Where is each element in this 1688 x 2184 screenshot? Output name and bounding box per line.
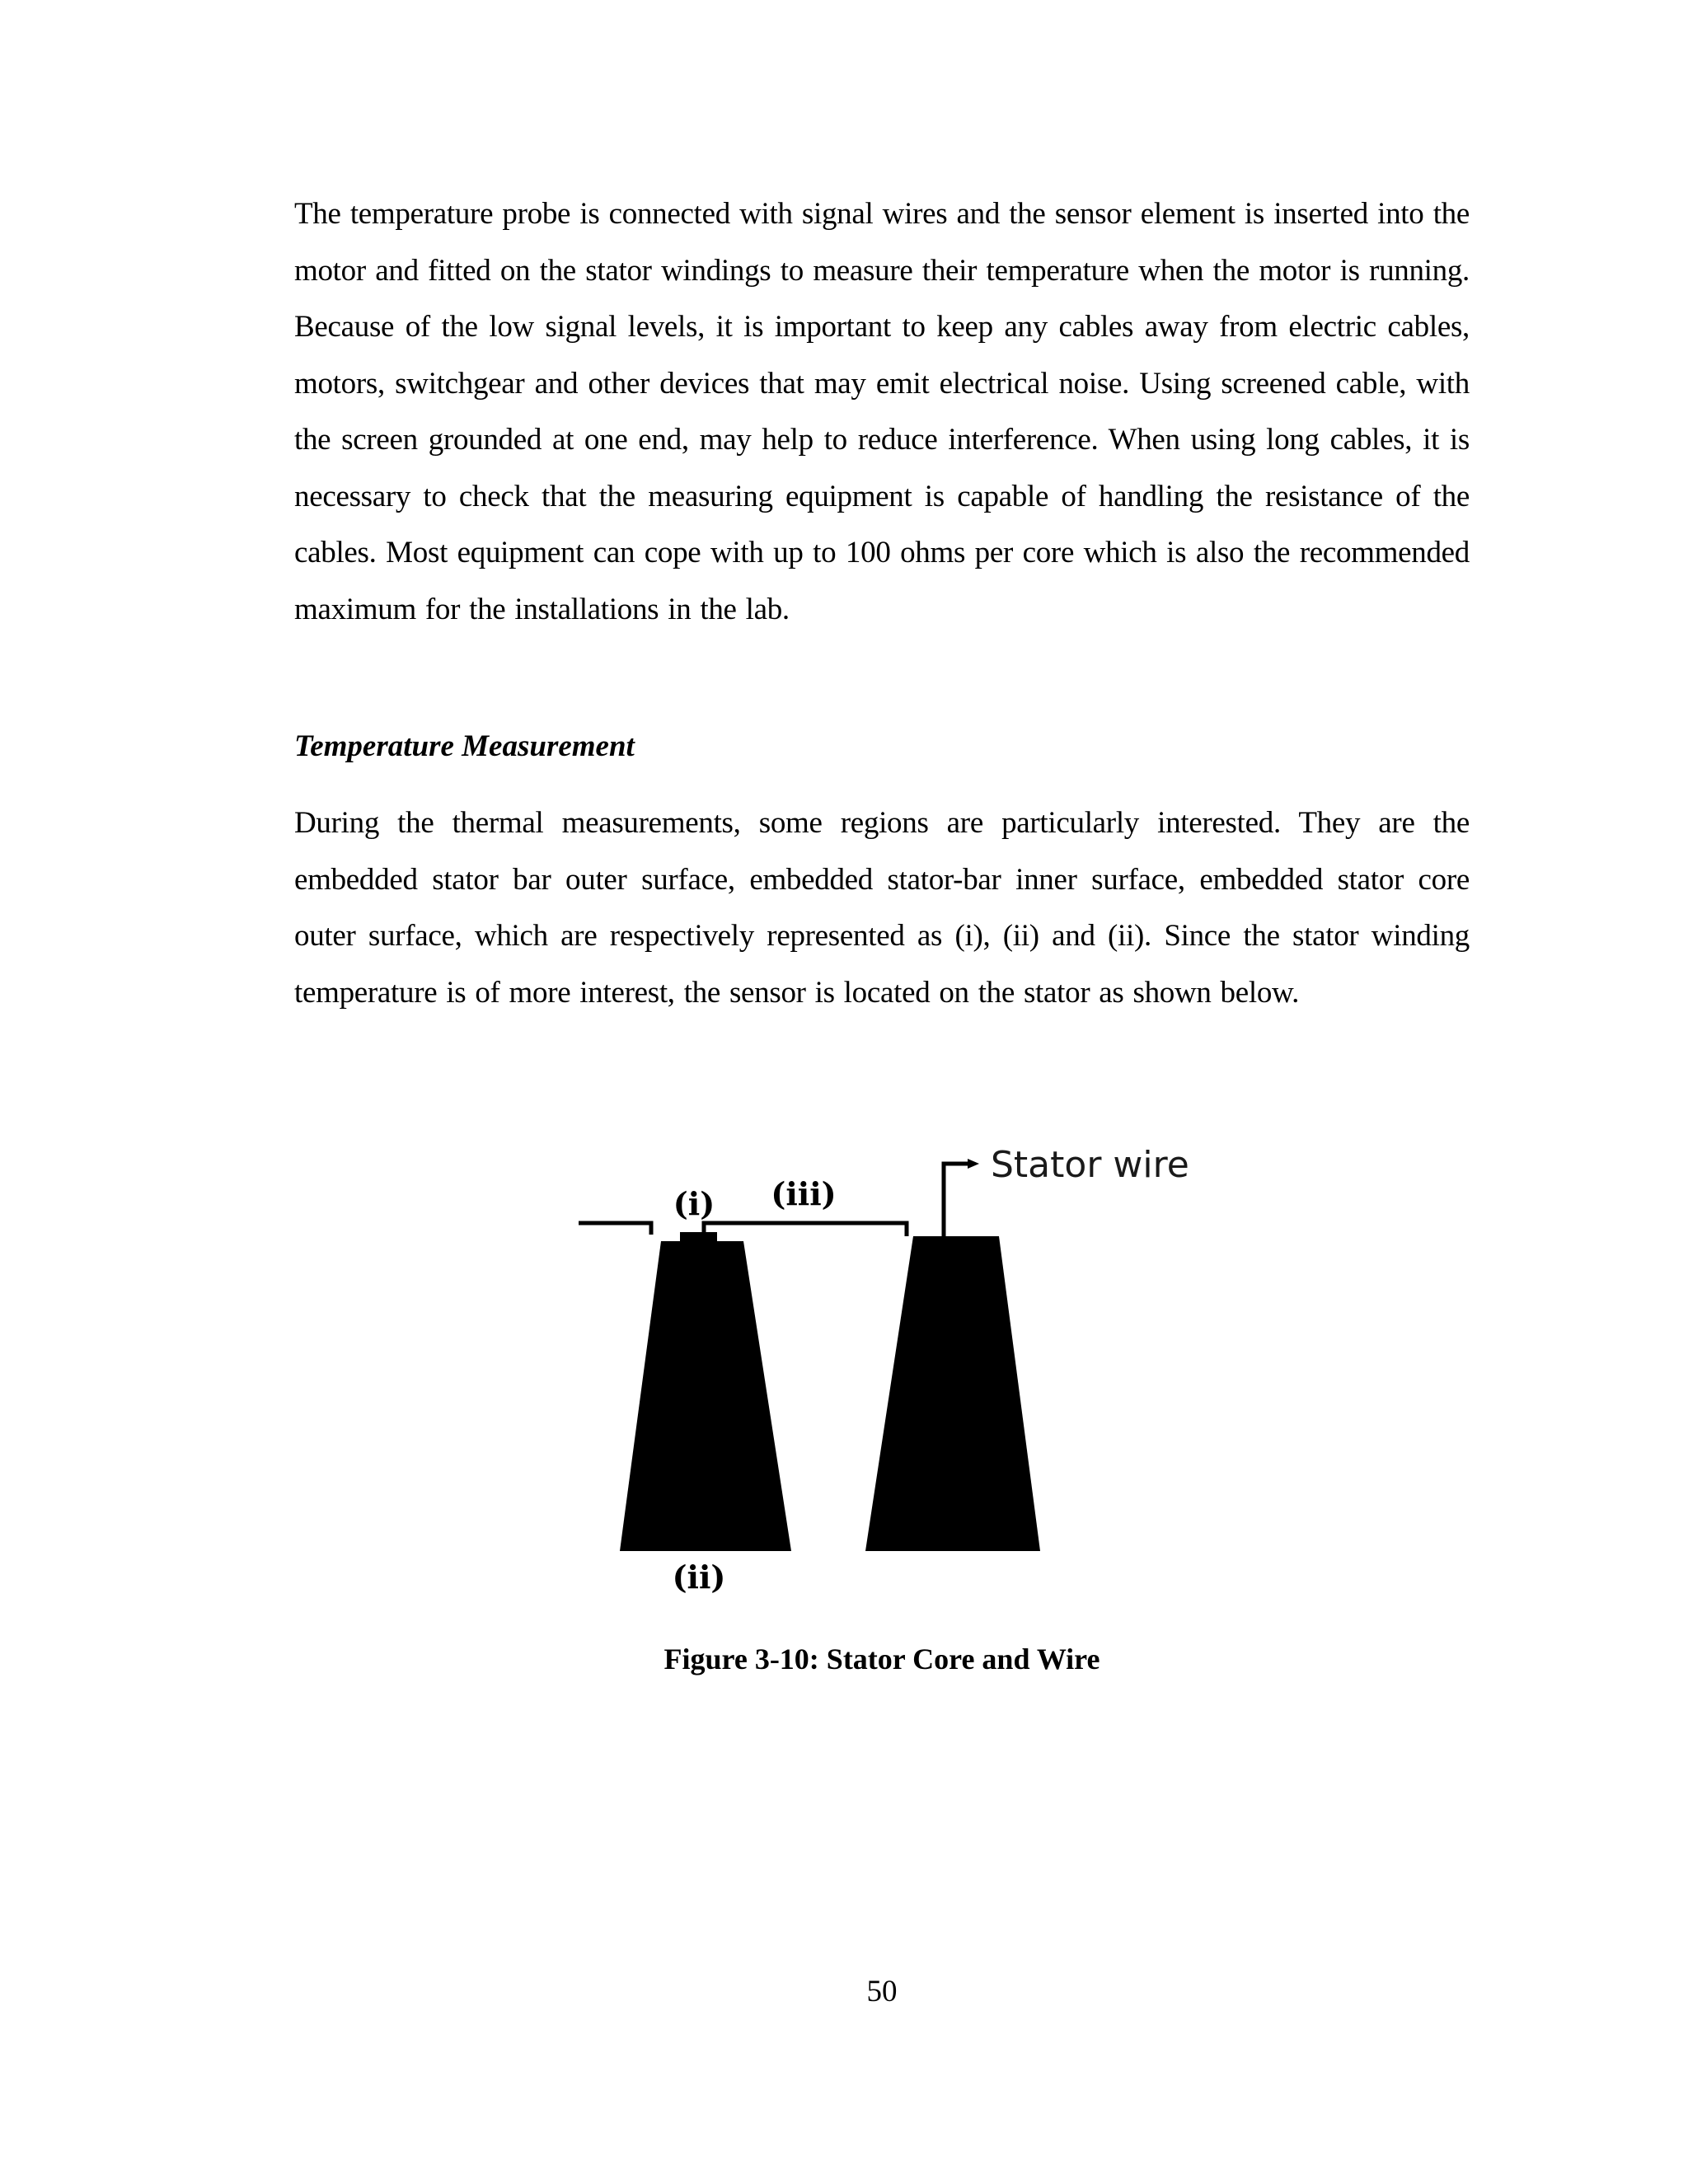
body-paragraph-measurement-regions: During the thermal measurements, some regions are particularly interested. They are the embedded stator bar outer surface, embedded stator-bar inner surface, embedded stator core outer surface, which are respectively represented as (i), (ii) and (ii). Since the stator winding temperature is of more interest, the sensor is located on the stator as shown below. <box>294 806 1470 1010</box>
label-ii: (ii) <box>672 1558 726 1596</box>
left-stator-tooth <box>620 1241 791 1551</box>
right-stator-tooth <box>865 1236 1040 1551</box>
figure-caption: Figure 3-10: Stator Core and Wire <box>663 1643 1100 1675</box>
stator-wire-arrow <box>968 1159 979 1169</box>
label-iii: (iii) <box>771 1175 837 1212</box>
page-number: 50 <box>866 1975 898 2008</box>
body-paragraph-probe-wiring: The temperature probe is connected with signal wires and the sensor element is inserted into the motor and fitted on the stator windings to measure their temperature when the motor is running. Because of the low signal levels, it is important to keep any cables away from electric cables, motors, switchgear and other devices that may emit electrical noise. Using screened cable, with the screen grounded at one end, may help to reduce interference. When using long cables, it is necessary to check that the measuring equipment is capable of handling the resistance of the cables. Most equipment can cope with up to 100 ohms per core which is also the recommended maximum for the installations in the lab. <box>294 197 1470 626</box>
stator-figure <box>569 1131 1212 1601</box>
section-heading: Temperature Measurement <box>294 729 635 763</box>
stator-core-diagram <box>569 1131 1212 1601</box>
label-i: (i) <box>673 1185 715 1222</box>
stator-wire-line <box>579 1223 907 1236</box>
label-stator-wire: Stator wire <box>991 1144 1189 1186</box>
stator-wire-leader <box>944 1164 973 1238</box>
